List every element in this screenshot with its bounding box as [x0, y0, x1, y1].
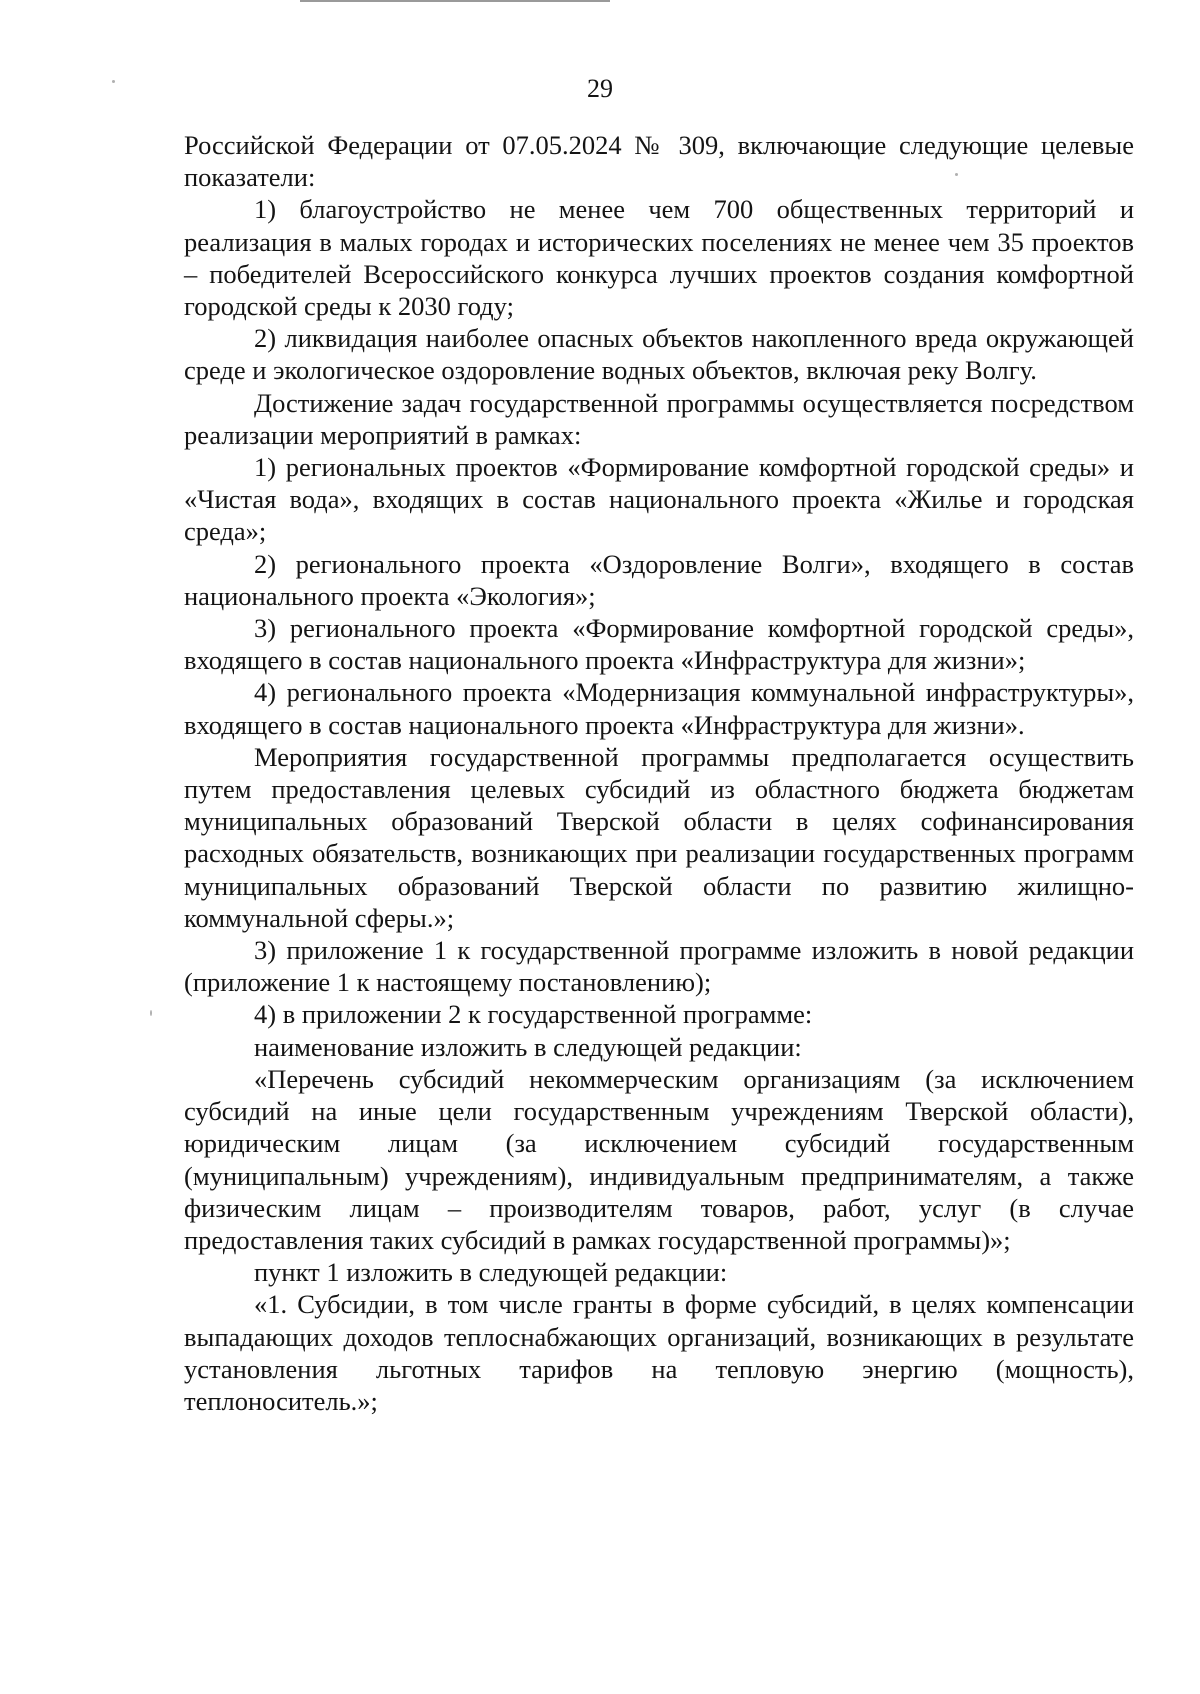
- paragraph: 1) региональных проектов «Формирование комфортной городской среды» и «Чистая вода», входящих в состав национального проекта «Жилье и городская среда»;: [184, 452, 1134, 547]
- paragraph: 3) регионального проекта «Формирование комфортной городской среды», входящего в состав национального проекта «Инфраструктура для жизни»;: [184, 613, 1134, 676]
- paragraph: Достижение задач государственной программы осуществляется посредством реализации мероприятий в рамках:: [184, 387, 1134, 450]
- paragraph: 4) в приложении 2 к государственной программе:: [254, 999, 813, 1030]
- page-number: 29: [587, 74, 613, 103]
- paragraph: Мероприятия государственной программы предполагается осуществить путем предоставления целевых субсидий из областного бюджета бюджетам муниципальных образований Тверской области в целях софинансирования расходных обязательств, возникающих при реализации государственных программ муниципальных образований Тверской области по развитию жилищно-коммунальной сферы.»;: [184, 741, 1134, 933]
- paragraph: «Перечень субсидий некоммерческим организациям (за исключением субсидий на иные цели государственным учреждениям Тверской области), юридическим лицам (за исключением субсидий государственным (муниципальным) учреждениям), индивидуальным предпринимателям, а также физическим лицам – производителям товаров, работ, услуг (в случае предоставления таких субсидий в рамках государственной программы)»;: [184, 1063, 1134, 1255]
- paragraph: 1) благоустройство не менее чем 700 общественных территорий и реализация в малых городах и исторических поселениях не менее чем 35 проектов – победителей Всероссийского конкурса лучших проектов создания комфортной городской среды к 2030 году;: [184, 194, 1134, 322]
- paragraph: пункт 1 изложить в следующей редакции:: [254, 1257, 728, 1288]
- paragraph: 3) приложение 1 к государственной программе изложить в новой редакции (приложение 1 к настоящему постановлению);: [184, 935, 1134, 998]
- scan-edge-line: [300, 0, 610, 2]
- paragraph: «1. Субсидии, в том числе гранты в форме субсидий, в целях компенсации выпадающих доходов теплоснабжающих организаций, возникающих в результате установления льготных тарифов на тепловую энергию (мощность), теплоноситель.»;: [184, 1289, 1134, 1416]
- document-body: [184, 129, 1134, 1417]
- scan-speck: [150, 1010, 152, 1016]
- paragraph: Российской Федерации от 07.05.2024 № 309, включающие следующие целевые показатели:: [184, 130, 1134, 193]
- paragraph: наименование изложить в следующей редакции:: [254, 1031, 802, 1062]
- paragraph: 4) регионального проекта «Модернизация коммунальной инфраструктуры», входящего в состав национального проекта «Инфраструктура для жизни».: [184, 677, 1134, 740]
- paragraph: 2) ликвидация наиболее опасных объектов накопленного вреда окружающей среде и экологическое оздоровление водных объектов, включая реку Волгу.: [184, 323, 1134, 386]
- paragraph: 2) регионального проекта «Оздоровление Волги», входящего в состав национального проекта «Экология»;: [184, 548, 1134, 611]
